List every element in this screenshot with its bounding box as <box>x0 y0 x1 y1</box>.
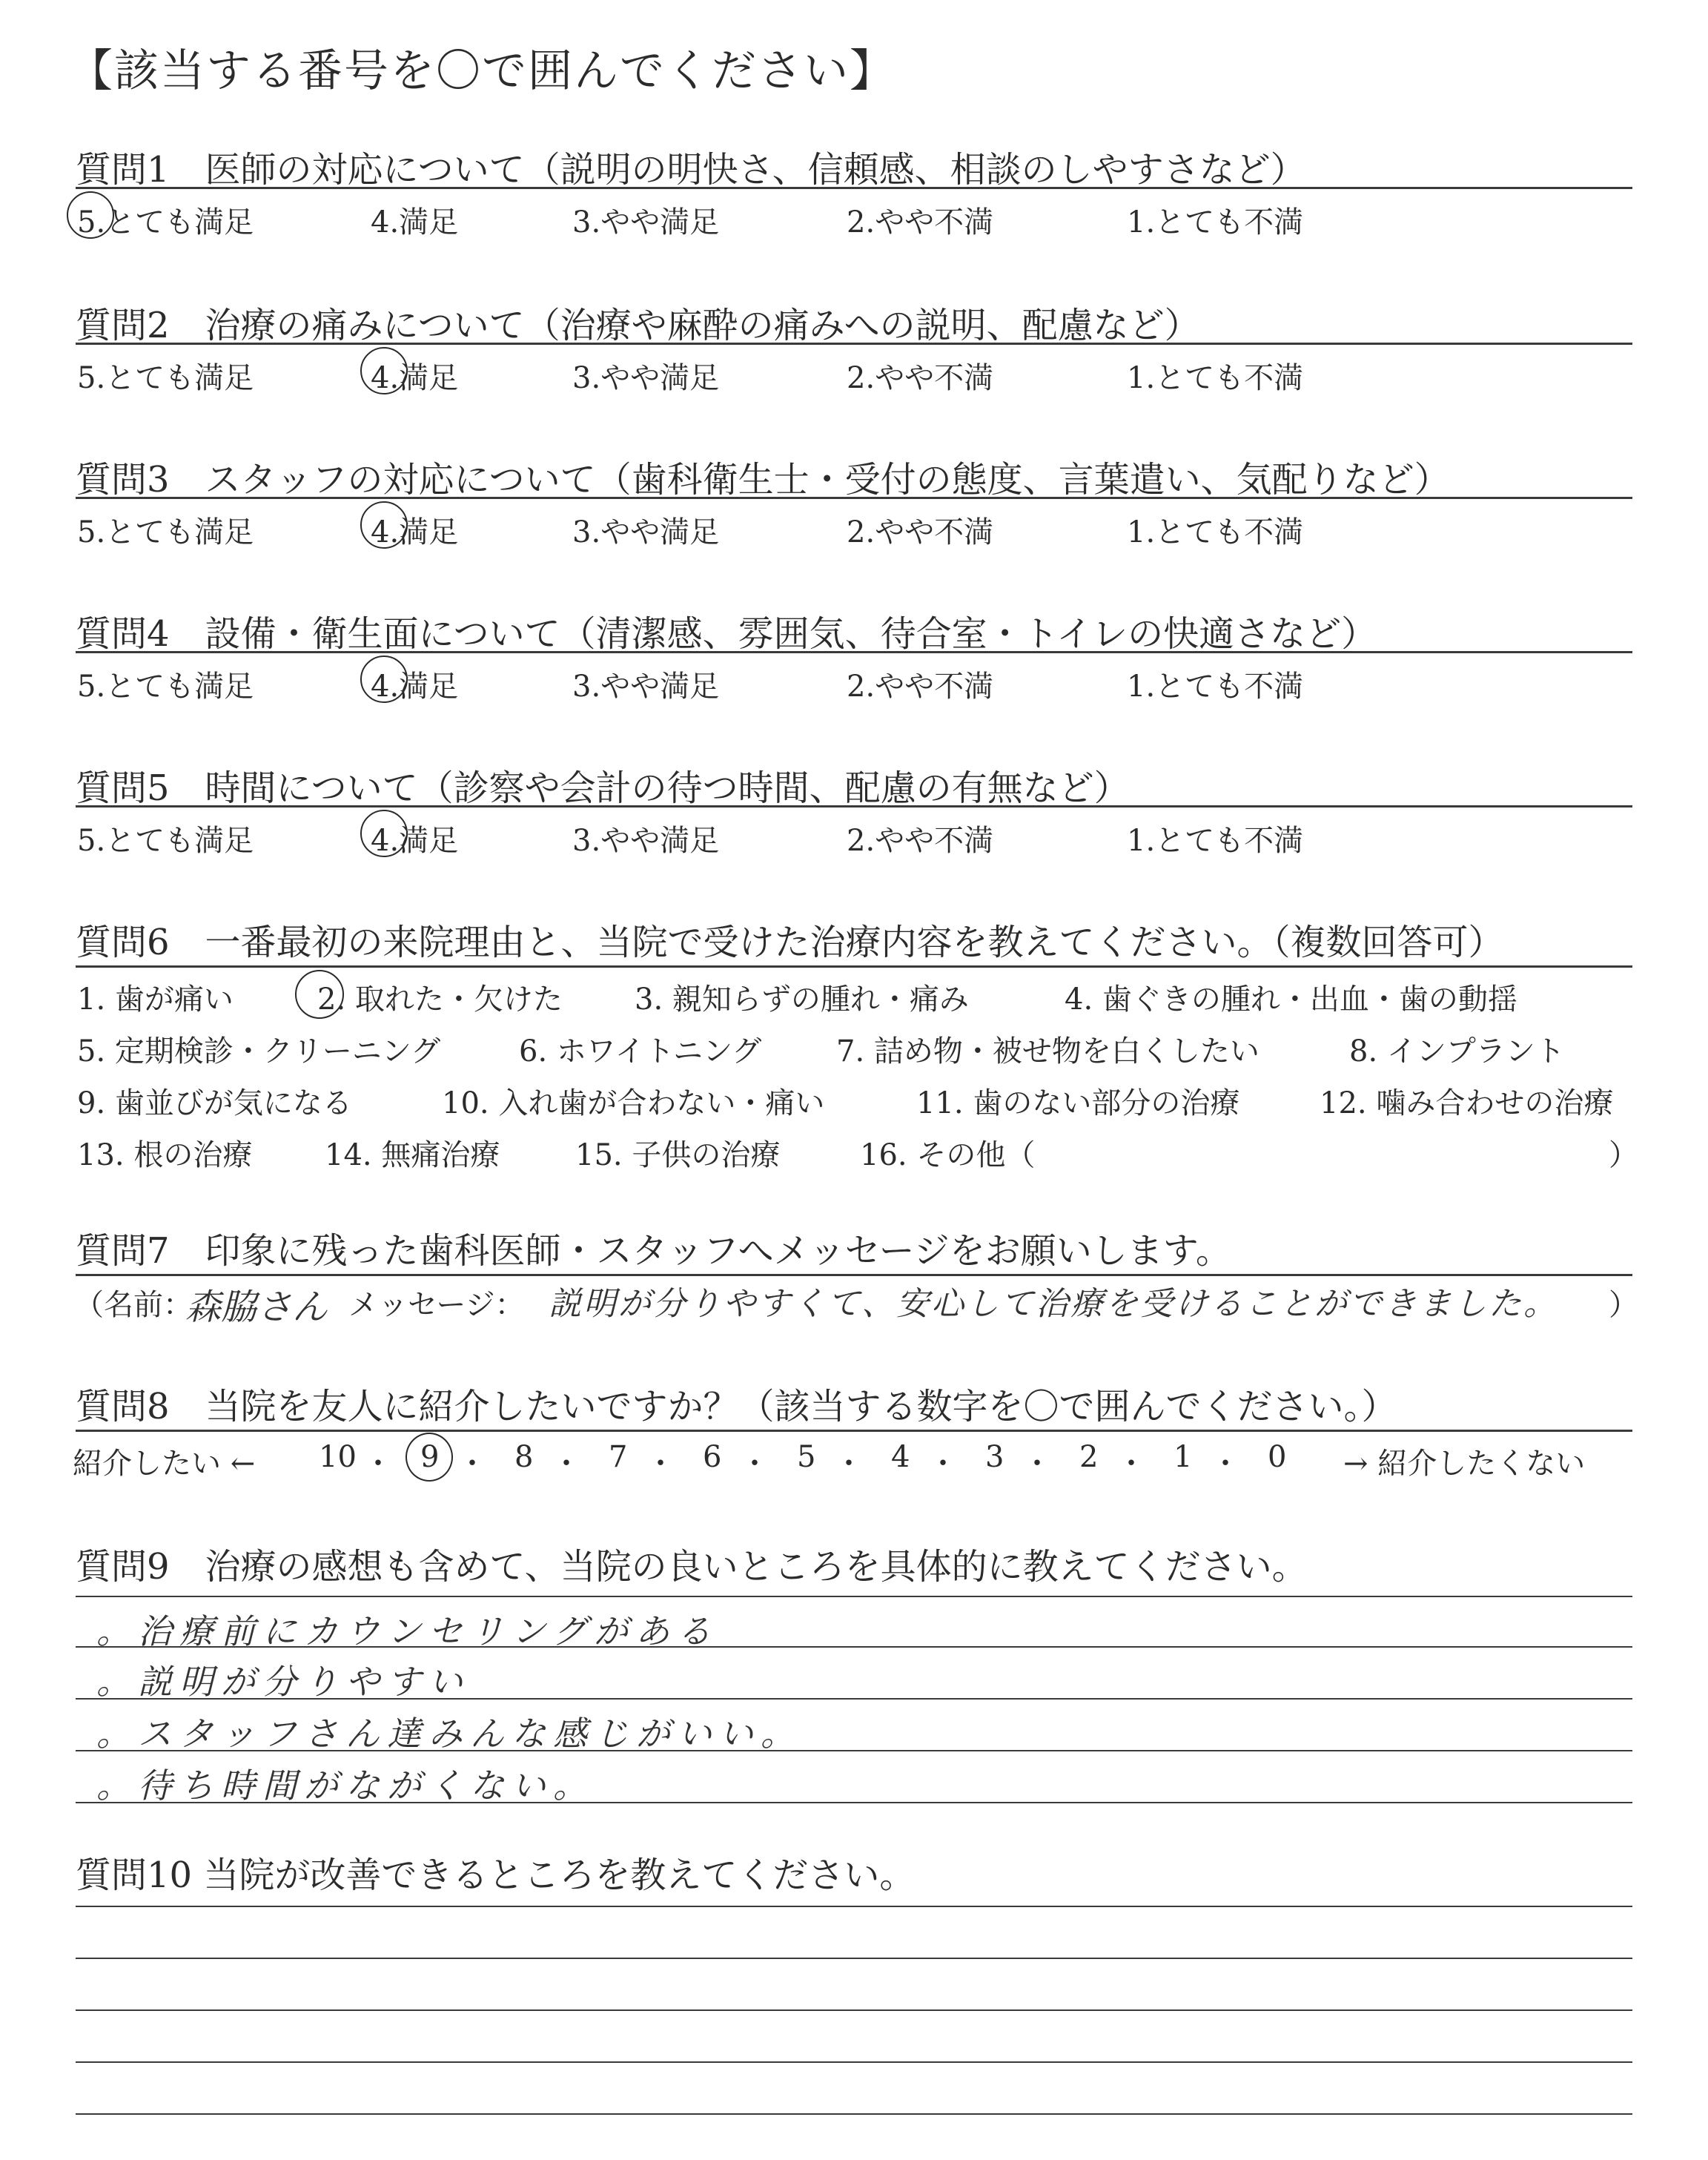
q10-rule-2 <box>76 1958 1632 1959</box>
q10-rule-5 <box>76 2113 1632 2115</box>
q4-option-5[interactable] <box>77 663 254 705</box>
q8-scale-2[interactable]: 2 <box>1079 1440 1099 1474</box>
q6-title: 質問6 一番最初の来院理由と、当院で受けた治療内容を教えてください。（複数回答可） <box>76 922 1504 963</box>
option-label: やや不満 <box>875 205 994 240</box>
q8-scale-0[interactable]: 0 <box>1268 1440 1287 1474</box>
q4-option-3[interactable] <box>572 663 719 705</box>
q6-option-7[interactable]: 7. 詰め物・被せ物を白くしたい <box>836 1034 1260 1069</box>
q1-option-1[interactable] <box>1127 199 1303 241</box>
q6-option-14[interactable]: 14. 無痛治療 <box>325 1138 500 1172</box>
option-number: 3. <box>572 205 601 240</box>
q3-option-2[interactable] <box>847 509 993 551</box>
q6-option-6[interactable]: 6. ホワイトニング <box>519 1034 762 1069</box>
option-label: やや満足 <box>600 515 720 549</box>
option-label: 満足 <box>399 670 459 704</box>
option-label: とても満足 <box>105 361 254 395</box>
option-number: 5. <box>77 205 106 240</box>
q9-answer-3: 。スタッフさん達みんな感じがいい。 <box>96 1714 802 1754</box>
q8-separator: ・ <box>1116 1447 1146 1481</box>
q8-scale-6[interactable]: 6 <box>703 1440 722 1474</box>
option-label: とても不満 <box>1155 670 1304 704</box>
q6-other-close-paren: ） <box>1609 1138 1638 1172</box>
option-number: 4. <box>371 205 400 240</box>
option-label: 満足 <box>399 361 459 395</box>
q5-option-1[interactable] <box>1127 817 1303 859</box>
q4-option-1[interactable] <box>1127 663 1303 705</box>
option-number: 1. <box>1127 824 1156 858</box>
q8-separator: ・ <box>1211 1447 1240 1481</box>
q8-scale-5[interactable]: 5 <box>797 1440 816 1474</box>
option-label: とても不満 <box>1155 205 1304 240</box>
option-number: 3. <box>572 824 601 858</box>
q6-option-15[interactable]: 15. 子供の治療 <box>575 1138 781 1172</box>
q1-option-3[interactable] <box>572 199 719 241</box>
q8-separator: ・ <box>740 1447 769 1481</box>
option-label: やや不満 <box>875 670 994 704</box>
q6-option-11[interactable]: 11. 歯のない部分の治療 <box>916 1086 1240 1120</box>
q2-option-3[interactable] <box>572 354 719 397</box>
q1-option-2[interactable] <box>847 199 993 241</box>
option-number: 2. <box>847 670 875 704</box>
q1-option-4[interactable] <box>371 199 458 241</box>
option-label: やや満足 <box>600 824 720 858</box>
option-number: 1. <box>1127 205 1156 240</box>
q7-message-label: メッセージ： <box>348 1288 525 1322</box>
option-number: 2. <box>847 361 875 395</box>
q5-option-5[interactable] <box>77 817 254 859</box>
option-number: 5. <box>77 670 106 704</box>
q7-title: 質問7 印象に残った歯科医師・スタッフへメッセージをお願いします。 <box>76 1230 1231 1272</box>
selected-answer-circle <box>360 810 408 857</box>
q8-separator: ・ <box>834 1447 864 1481</box>
q6-option-3[interactable]: 3. 親知らずの腫れ・痛み <box>635 982 969 1017</box>
option-number: 4. <box>371 361 400 395</box>
q8-scale-8[interactable]: 8 <box>514 1440 534 1474</box>
option-number: 4. <box>371 670 400 704</box>
q9-answer-4: 。待ち時間がながくない。 <box>96 1766 595 1806</box>
q6-option-5[interactable]: 5. 定期検診・クリーニング <box>77 1034 441 1069</box>
q8-right-label: → 紹介したくない <box>1343 1447 1586 1481</box>
option-number: 1. <box>1127 361 1156 395</box>
option-number: 1. <box>1127 515 1156 549</box>
option-label: やや満足 <box>600 205 720 240</box>
q10-title: 質問10 当院が改善できるところを教えてください。 <box>76 1855 916 1896</box>
q5-option-2[interactable] <box>847 817 993 859</box>
q10-rule-1 <box>76 1906 1632 1907</box>
page-heading: 【該当する番号を〇で囲んでください】 <box>68 45 896 97</box>
option-number: 5. <box>77 515 106 549</box>
q4-title: 質問4 設備・衛生面について（清潔感、雰囲気、待合室・トイレの快適さなど） <box>76 613 1377 655</box>
option-label: とても満足 <box>105 824 254 858</box>
q10-rule-3 <box>76 2009 1632 2011</box>
q6-option-9[interactable]: 9. 歯並びが気になる <box>77 1086 352 1120</box>
option-number: 3. <box>572 515 601 549</box>
q2-option-1[interactable] <box>1127 354 1303 397</box>
q2-title: 質問2 治療の痛みについて（治療や麻酔の痛みへの説明、配慮など） <box>76 305 1200 346</box>
q3-divider <box>76 497 1632 499</box>
q9-rule-1 <box>76 1596 1632 1597</box>
option-label: やや不満 <box>875 515 994 549</box>
q8-scale-9[interactable]: 9 <box>420 1440 440 1474</box>
q6-option-2[interactable]: 2. 取れた・欠けた <box>317 982 563 1017</box>
option-label: とても不満 <box>1155 515 1304 549</box>
q6-option-8[interactable]: 8. インプラント <box>1349 1034 1565 1069</box>
option-label: とても満足 <box>105 670 254 704</box>
q9-answer-2: 。説明が分りやすい <box>96 1662 470 1702</box>
q5-divider <box>76 805 1632 807</box>
q8-title: 質問8 当院を友人に紹介したいですか？（該当する数字を〇で囲んでください。） <box>76 1386 1397 1427</box>
q8-separator: ・ <box>552 1447 581 1481</box>
selected-answer-circle <box>360 347 408 394</box>
q8-left-label: 紹介したい ← <box>73 1447 256 1481</box>
option-label: やや満足 <box>600 361 720 395</box>
q3-title: 質問3 スタッフの対応について（歯科衛生士・受付の態度、言葉遣い、気配りなど） <box>76 459 1450 501</box>
option-number: 3. <box>572 361 601 395</box>
q6-option-10[interactable]: 10. 入れ歯が合わない・痛い <box>442 1086 825 1120</box>
q8-selected-circle <box>406 1433 453 1482</box>
q3-option-1[interactable] <box>1127 509 1303 551</box>
q1-title: 質問1 医師の対応について（説明の明快さ、信頼感、相談のしやすさなど） <box>76 149 1306 191</box>
option-label: やや不満 <box>875 824 994 858</box>
option-number: 2. <box>847 824 875 858</box>
q6-option-13[interactable]: 13. 根の治療 <box>77 1138 253 1172</box>
q8-separator: ・ <box>363 1447 393 1481</box>
q6-option-1[interactable]: 1. 歯が痛い <box>77 982 234 1017</box>
option-number: 2. <box>847 515 875 549</box>
q9-title: 質問9 治療の感想も含めて、当院の良いところを具体的に教えてください。 <box>76 1546 1308 1588</box>
option-label: やや不満 <box>875 361 994 395</box>
q2-divider <box>76 343 1632 345</box>
option-number: 4. <box>371 515 400 549</box>
option-label: とても満足 <box>105 515 254 549</box>
q5-option-3[interactable] <box>572 817 719 859</box>
q7-close-paren: ） <box>1609 1288 1638 1322</box>
q8-separator: ・ <box>1022 1447 1052 1481</box>
q6-option-16[interactable]: 16. その他（ <box>860 1138 1036 1172</box>
option-label: 満足 <box>399 824 459 858</box>
q4-option-2[interactable] <box>847 663 993 705</box>
selected-answer-circle <box>67 191 114 239</box>
option-number: 5. <box>77 361 106 395</box>
q7-divider <box>76 1274 1632 1276</box>
option-number: 2. <box>847 205 875 240</box>
q8-scale-10[interactable]: 10 <box>319 1440 357 1474</box>
q8-scale-7[interactable]: 7 <box>609 1440 628 1474</box>
option-label: やや満足 <box>600 670 720 704</box>
option-label: 満足 <box>399 515 459 549</box>
q8-divider <box>76 1430 1632 1432</box>
q9-answer-1: 。治療前にカウンセリングがある <box>96 1611 719 1651</box>
q8-scale-1[interactable]: 1 <box>1174 1440 1193 1474</box>
option-label: とても満足 <box>105 205 254 240</box>
q7-message-handwritten: 説明が分りやすくて、安心して治療を受けることができました。 <box>549 1285 1559 1323</box>
option-number: 4. <box>371 824 400 858</box>
q1-divider <box>76 187 1632 189</box>
option-label: とても不満 <box>1155 361 1304 395</box>
selected-answer-circle <box>360 501 408 549</box>
q6-option-4[interactable]: 4. 歯ぐきの腫れ・出血・歯の動揺 <box>1065 982 1517 1017</box>
selected-answer-circle <box>360 655 408 703</box>
option-number: 5. <box>77 824 106 858</box>
q3-option-3[interactable] <box>572 509 719 551</box>
q8-separator: ・ <box>646 1447 675 1481</box>
q8-scale-3[interactable]: 3 <box>985 1440 1004 1474</box>
q2-option-5[interactable] <box>77 354 254 397</box>
q10-rule-4 <box>76 2061 1632 2063</box>
option-label: とても不満 <box>1155 824 1304 858</box>
q5-title: 質問5 時間について（診察や会計の待つ時間、配慮の有無など） <box>76 767 1130 809</box>
q2-option-2[interactable] <box>847 354 993 397</box>
q8-scale-4[interactable]: 4 <box>891 1440 910 1474</box>
q8-separator: ・ <box>928 1447 958 1481</box>
option-number: 1. <box>1127 670 1156 704</box>
q6-selected-circle <box>295 970 344 1019</box>
q7-name-prefix: （名前： <box>74 1288 193 1322</box>
option-number: 3. <box>572 670 601 704</box>
q4-divider <box>76 651 1632 653</box>
q8-separator: ・ <box>457 1447 487 1481</box>
q6-option-12[interactable]: 12. 噛み合わせの治療 <box>1320 1086 1614 1120</box>
q6-divider <box>76 965 1632 968</box>
q3-option-5[interactable] <box>77 509 254 551</box>
q7-name-handwritten: 森脇さん <box>185 1287 328 1328</box>
option-label: 満足 <box>399 205 459 240</box>
